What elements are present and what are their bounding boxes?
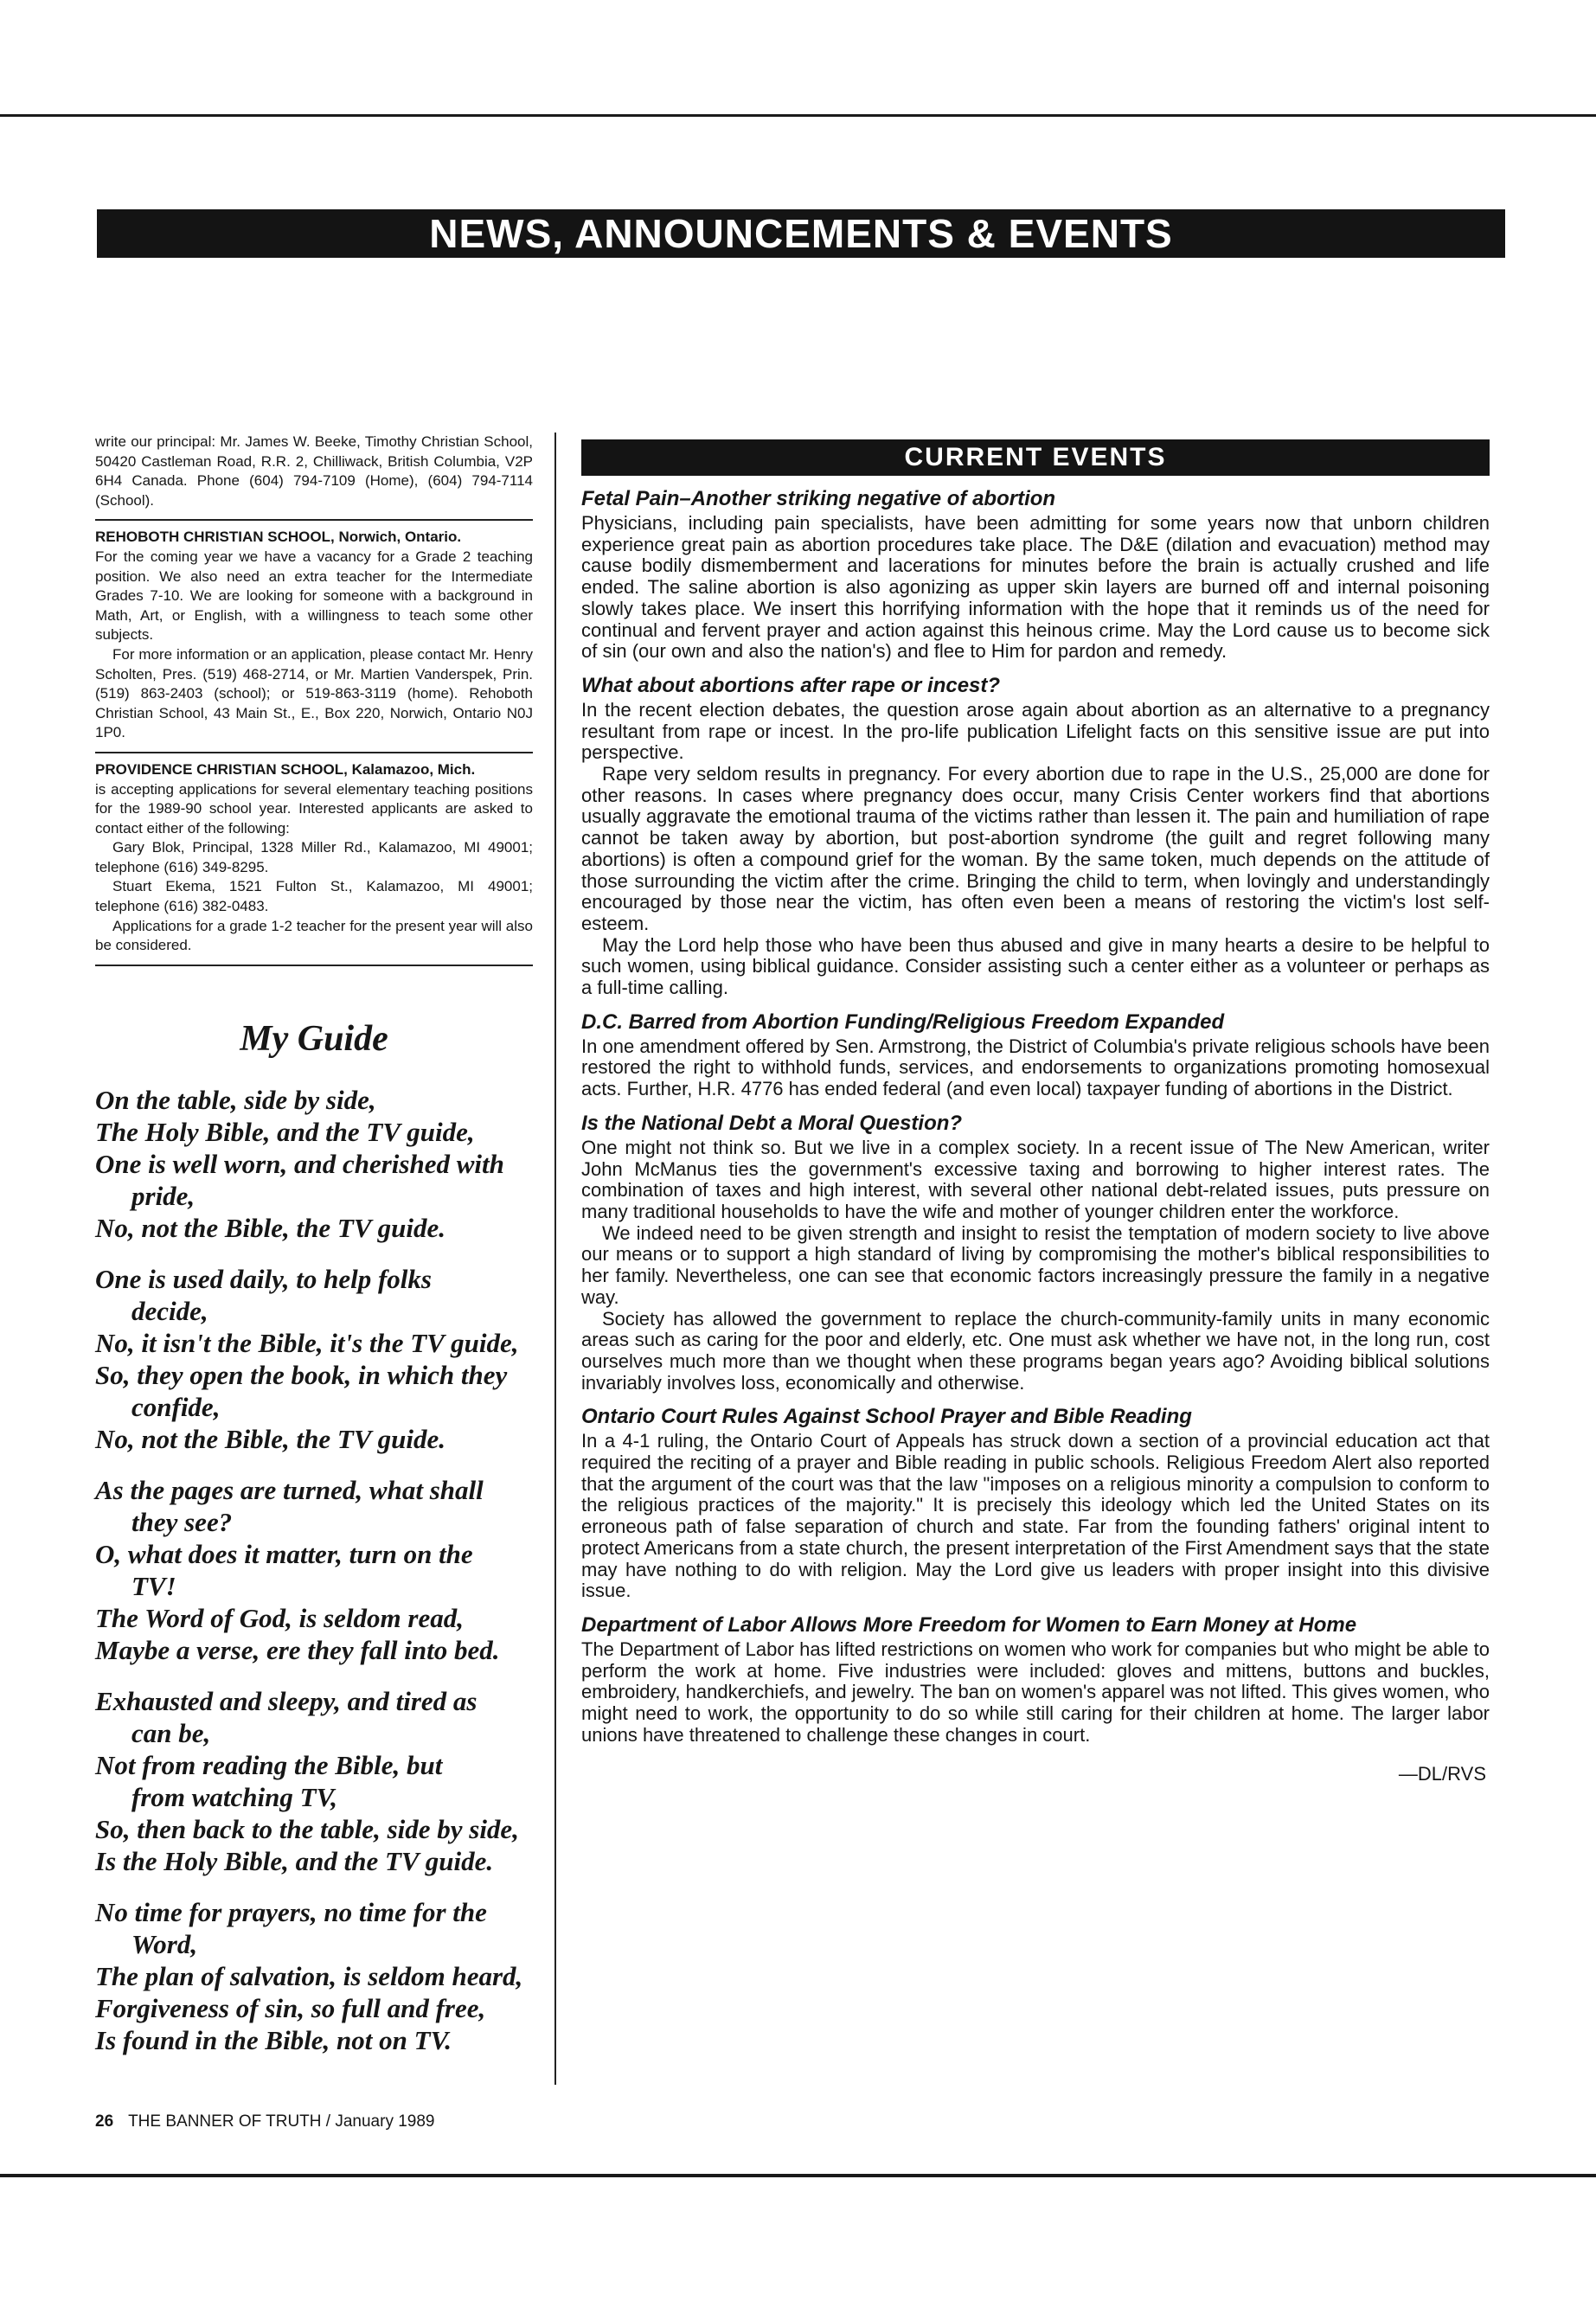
- poem-line: Forgiveness of sin, so full and free,: [95, 1992, 486, 2023]
- poem-line: Not from reading the Bible, but: [95, 1749, 443, 1780]
- poem-line: One is used daily, to help folks: [95, 1263, 432, 1294]
- poem-line: pride,: [131, 1180, 195, 1211]
- poem-line: can be,: [131, 1717, 211, 1748]
- page-footer: [95, 2112, 435, 2131]
- rehoboth-heading: REHOBOTH CHRISTIAN SCHOOL, Norwich, Ontario.: [95, 529, 462, 546]
- articles: [581, 486, 1490, 1746]
- article: [581, 1111, 1490, 1394]
- top-rule: [0, 114, 1596, 117]
- left-column: [95, 433, 533, 2075]
- article: [581, 673, 1490, 999]
- article: [581, 1009, 1490, 1100]
- poem-line: Maybe a verse, ere they fall into bed.: [95, 1634, 500, 1665]
- article: [581, 1404, 1490, 1602]
- poem-line: The Word of God, is seldom read,: [95, 1602, 464, 1633]
- poem-line: TV!: [131, 1570, 176, 1601]
- current-events-header: CURRENT EVENTS: [581, 439, 1490, 476]
- poem-line: One is well worn, and cherished with: [95, 1148, 504, 1179]
- article-paragraph: The Department of Labor has lifted restrictions on women who work for companies but who might be able to perform the work at home. Five industries were included: gloves and mittens, buttons and buckles, embroidery, handkerchiefs, and jewelry. The ban on women's apparel was not lifted. This gives women, who might need to work, the opportunity to do so while still caring for their children at home. The larger labor unions have threatened to challenge these changes in court.: [581, 1638, 1490, 1746]
- bottom-rule: [0, 2174, 1596, 2177]
- article-title: Department of Labor Allows More Freedom for Women to Earn Money at Home: [581, 1612, 1357, 1637]
- poem-line: No, it isn't the Bible, it's the TV guide,: [95, 1327, 519, 1358]
- article-title: Ontario Court Rules Against School Prayer and Bible Reading: [581, 1405, 1192, 1429]
- poem-line: confide,: [131, 1391, 221, 1422]
- article-paragraph: Rape very seldom results in pregnancy. For every abortion due to rape in the U.S., 25,000 are done for other reasons. In cases where pregnancy does occur, many Crisis Center workers find that abortions usually aggravate the emotional trauma of the victims rather than lessen it. The pain and humiliation of rape cannot be taken away by abortion, but post-abortion syndrome (the guilt and regret following many abortions) is often a compound grief for the woman. By the same token, much depends on the attitude of those surrounding the victim after the crime. Bringing the child to term, when lovingly and understandingly encouraged by those near the victim, has often even been a means of restoring the victim's lost self-esteem.: [581, 763, 1490, 934]
- rehoboth-p1: For the coming year we have a vacancy for a Grade 2 teaching position. We also need an extra teacher for the Intermediate Grades 7-10. We are looking for someone with a background in Math, Art, or English, with a willingness to teach some other subjects.: [95, 548, 533, 644]
- providence-p1: is accepting applications for several elementary teaching positions for the 1989-90 school year. Interested applicants are asked to contact either of the following:: [95, 780, 533, 836]
- poem-line: Word,: [131, 1928, 198, 1959]
- poem-line: So, then back to the table, side by side,: [95, 1813, 519, 1844]
- rehoboth-p2: For more information or an application, please contact Mr. Henry Scholten, Pres. (519) 468-2714, or Mr. Martien Vanderspek, Prin. (519) 863-2403 (school); or 519-863-3119 (home). Rehoboth Christian School, 43 Main St., E., Box 220, Norwich, Ontario N0J 1P0.: [95, 645, 533, 741]
- section-banner: NEWS, ANNOUNCEMENTS & EVENTS: [97, 209, 1505, 258]
- poem-stanza: [95, 1263, 533, 1455]
- providence-p2: Gary Blok, Principal, 1328 Miller Rd., Kalamazoo, MI 49001; telephone (616) 349-8295.: [95, 839, 533, 875]
- article-paragraph: In the recent election debates, the question arose again about abortion as an alternative to a pregnancy resultant from rape or incest. In the pro-life publication Lifelight facts on this sensitive issue are put into perspective.: [581, 698, 1490, 764]
- poem-line: No time for prayers, no time for the: [95, 1896, 487, 1927]
- poem-stanza: [95, 1084, 533, 1244]
- article: [581, 1612, 1490, 1747]
- page-number: 26: [95, 2112, 114, 2131]
- providence-notice: [95, 752, 533, 956]
- article-paragraph: In a 4-1 ruling, the Ontario Court of Appeals has struck down a section of a provincial education act that required the reciting of a prayer and Bible reading in public schools. Religious Freedom Alert also reported that the argument of the court was that the law "imposes on a religious minority a compulsion to conform to the religious practices of the majority." It is precisely this ideology which led the United States on its erroneous path of false separation of church and state. Far from the founding fathers' original intent to protect Americans from a state church, the present interpretation of the First Amendment says that the state may have nothing to do with religion. May the Lord give us leaders with proper insight into this divisive issue.: [581, 1430, 1490, 1602]
- article-paragraph: Society has allowed the government to replace the church-community-family units in many economic areas such as caring for the poor and elderly, etc. One must ask whether we have not, in the long run, cost ourselves much more than we thought when these programs began years ago? Avoiding biblical solutions invariably involves loss, economically and otherwise.: [581, 1307, 1490, 1394]
- providence-p4: Applications for a grade 1-2 teacher for the present year will also be considered.: [95, 917, 533, 954]
- article-title: Is the National Debt a Moral Question?: [581, 1111, 963, 1135]
- poem-line: decide,: [131, 1295, 208, 1326]
- article-paragraph: May the Lord help those who have been thus abused and give in many hearts a desire to be helpful to such women, using biblical guidance. Consider assisting such a center either as a volunteer or perhaps as a full-time calling.: [581, 933, 1490, 999]
- poem-line: As the pages are turned, what shall: [95, 1474, 484, 1505]
- poem-line: So, they open the book, in which they: [95, 1359, 508, 1390]
- article-paragraph: We indeed need to be given strength and insight to resist the temptation of modern society to live above our means or to support a high standard of living by compromising the mother's biblical responsibilities to her family. Nevertheless, one can see that economic factors increasingly pressure the family in a negative way.: [581, 1221, 1490, 1308]
- poem-line: The Holy Bible, and the TV guide,: [95, 1116, 475, 1147]
- poem: [95, 1084, 533, 2056]
- signoff: —DL/RVS: [1398, 1763, 1486, 1785]
- right-column: [581, 439, 1490, 1785]
- rehoboth-notice: [95, 519, 533, 743]
- article-title: D.C. Barred from Abortion Funding/Religious Freedom Expanded: [581, 1009, 1225, 1034]
- notice-end-rule: [95, 965, 533, 966]
- poem-line: No, not the Bible, the TV guide.: [95, 1212, 446, 1243]
- poem-line: Exhausted and sleepy, and tired as: [95, 1685, 478, 1716]
- intro-text: write our principal: Mr. James W. Beeke, Timothy Christian School, 50420 Castleman Road, R.R. 2, Chilliwack, British Columbia, V2P 6H4 Canada. Phone (604) 794-7109 (Home), (604) 794-7114 (School).: [95, 433, 533, 509]
- providence-heading: PROVIDENCE CHRISTIAN SCHOOL, Kalamazoo, Mich.: [95, 760, 476, 778]
- publication-name: THE BANNER OF TRUTH / January 1989: [128, 2112, 435, 2131]
- poem-line: O, what does it matter, turn on the: [95, 1538, 473, 1569]
- article-paragraph: In one amendment offered by Sen. Armstrong, the District of Columbia's private religious schools have been restored the right to withhold funds, services, and endorsements to organizations promoting homosexual acts. Further, H.R. 4776 has ended federal (and even local) taxpayer funding of abortions in the District.: [581, 1035, 1490, 1100]
- poem-stanza: [95, 1896, 533, 2056]
- poem-line: No, not the Bible, the TV guide.: [95, 1423, 446, 1454]
- article-paragraph: Physicians, including pain specialists, have been admitting for some years now that unborn children experience great pain as abortion procedures take place. The D&E (dilation and evacuation) method may cause bodily dismemberment and lacerations for minutes before the brain is actually crushed and life ended. The saline abortion is also agonizing as upper skin layers are burned off and internal poisoning slowly takes place. We insert this horrifying information with the hope that it reminds us of the need for continual and fervent prayer and action against this heinous crime. May the Lord cause us to become sick of sin (our own and also the nation's) and flee to Him for pardon and remedy.: [581, 512, 1490, 663]
- poem-line: The plan of salvation, is seldom heard,: [95, 1960, 523, 1991]
- poem-line: Is the Holy Bible, and the TV guide.: [95, 1845, 494, 1876]
- poem-line: On the table, side by side,: [95, 1084, 376, 1115]
- poem-line: Is found in the Bible, not on TV.: [95, 2024, 452, 2055]
- poem-line: from watching TV,: [131, 1781, 338, 1812]
- providence-p3: Stuart Ekema, 1521 Fulton St., Kalamazoo, MI 49001; telephone (616) 382-0483.: [95, 878, 533, 915]
- article-paragraph: One might not think so. But we live in a complex society. In a recent issue of The New American, writer John McManus ties the government's excessive taxing and borrowing to higher interest rates. The combination of taxes and high interest, with several other national debt-related issues, puts pressure on many traditional households to have the wife and mother of younger children enter the workforce.: [581, 1136, 1490, 1222]
- poem-title: My Guide: [240, 1018, 388, 1059]
- poem-line: they see?: [131, 1506, 233, 1537]
- poem-stanza: [95, 1685, 533, 1877]
- column-divider: [554, 433, 556, 2085]
- poem-stanza: [95, 1474, 533, 1666]
- article-title: Fetal Pain–Another striking negative of abortion: [581, 487, 1056, 510]
- article-title: What about abortions after rape or incest?: [581, 673, 1001, 697]
- article: [581, 486, 1490, 663]
